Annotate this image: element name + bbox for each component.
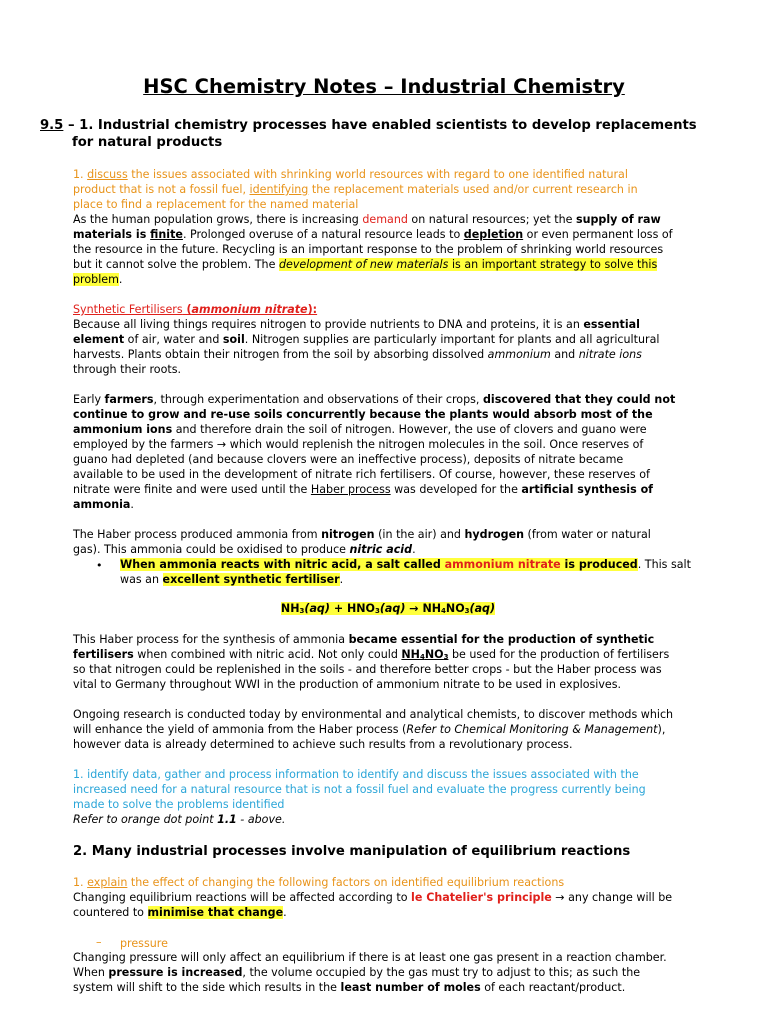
paragraph-nitrogen: Because all living things requires nitrogen to provide nutrients to DNA and proteins, it is an essential element of air, water and soil. Nitrogen supplies are particularly important for plants and all agricultural harvests. Plants obtain their nitrogen from the soil by absorbing dissolved ammonium and nitrate ions through their roots. [73, 318, 660, 376]
section-heading-equilibrium: 2. Many industrial processes involve manipulation of equilibrium reactions [73, 844, 631, 859]
reference-orange-dot-point: Refer to orange dot point 1.1 - above. [73, 813, 286, 826]
pressure-label: pressure [120, 937, 168, 950]
paragraph-early-farmers: Early farmers, through experimentation and observations of their crops, discovered that they could not continue to grow and re-use soils concurrently because the plants would absorb most of the ammonium ions and therefore drain the soil of nitrogen. However, the use of clovers and guano were employed by the farmers → which would replenish the nitrogen molecules in the soil. Once reserves of guano had depleted (and because clovers were an ineffective process), deposits of nitrate became available to be used in the development of nitrate rich fertilisers. Of course, however, these reserves of nitrate were finite and were used until the Haber process was developed for the artificial synthesis of ammonia. [73, 393, 676, 511]
page-title: HSC Chemistry Notes – Industrial Chemistry [143, 75, 625, 98]
section-heading-9-5: 9.5 – 1. Industrial chemistry processes have enabled scientists to develop replacements for natural products [40, 118, 697, 150]
bullet-ammonium-nitrate: When ammonia reacts with nitric acid, a salt called ammonium nitrate is produced. This salt was an excellent synthetic fertiliser. [120, 558, 691, 586]
subheading-synthetic-fertilisers: Synthetic Fertilisers (ammonium nitrate): [73, 303, 318, 316]
dash-bullet-icon: – [96, 936, 102, 949]
paragraph-ongoing-research: Ongoing research is conducted today by environmental and analytical chemists, to discover methods which will enhance the yield of ammonia from the Haber process (Refer to Chemical Monitoring & Management), however data is already determined to achieve such results from a revolutionary process. [73, 708, 674, 751]
dot-point-explain: 1. explain the effect of changing the following factors on identified equilibrium reactions [73, 876, 565, 889]
dot-point-identify-data: 1. identify data, gather and process information to identify and discuss the issues associated with the increased need for a natural resource that is not a fossil fuel and evaluate the progress currently being made to solve the problems identified [73, 768, 646, 811]
bullet-dot-icon: • [96, 559, 103, 572]
paragraph-pressure: Changing pressure will only affect an equilibrium if there is at least one gas present in a reaction chamber. When pressure is increased, the volume occupied by the gas must try to adjust to this; as such the system will shift to the side which results in the least number of moles of each reactant/product. [73, 951, 667, 994]
paragraph-le-chatelier: Changing equilibrium reactions will be affected according to le Chatelier's principle → any change will be countered to minimise that change. [73, 891, 673, 919]
dot-point-discuss: 1. discuss the issues associated with shrinking world resources with regard to one identified natural product that is not a fossil fuel, identifying the replacement materials used and/or current research in place to find a replacement for the named material [73, 168, 638, 211]
paragraph-haber-process: The Haber process produced ammonia from nitrogen (in the air) and hydrogen (from water or natural gas). This ammonia could be oxidised to produce nitric acid. [73, 528, 651, 556]
paragraph-haber-synthesis: This Haber process for the synthesis of ammonia became essential for the production of synthetic fertilisers when combined with nitric acid. Not only could $NH_4NO_3$ be used for the production of fertilisers so that nitrogen could be replenished in the soils - and therefore better crops - but the Haber process was vital to Germany throughout WWI in the production of ammonium nitrate to be used in explosives. [73, 633, 670, 691]
paragraph-population: As the human population grows, there is increasing demand on natural resources; yet the supply of raw materials is finite. Prolonged overuse of a natural resource leads to depletion or even permanent loss of the resource in the future. Recycling is an important response to the problem of shrinking world resources but it cannot solve the problem. The development of new materials is an important strategy to solve this problem. [73, 213, 673, 286]
chemical-equation: $NH_3(aq) + HNO_3(aq) \to NH_4NO_3(aq)$ [280, 602, 496, 615]
